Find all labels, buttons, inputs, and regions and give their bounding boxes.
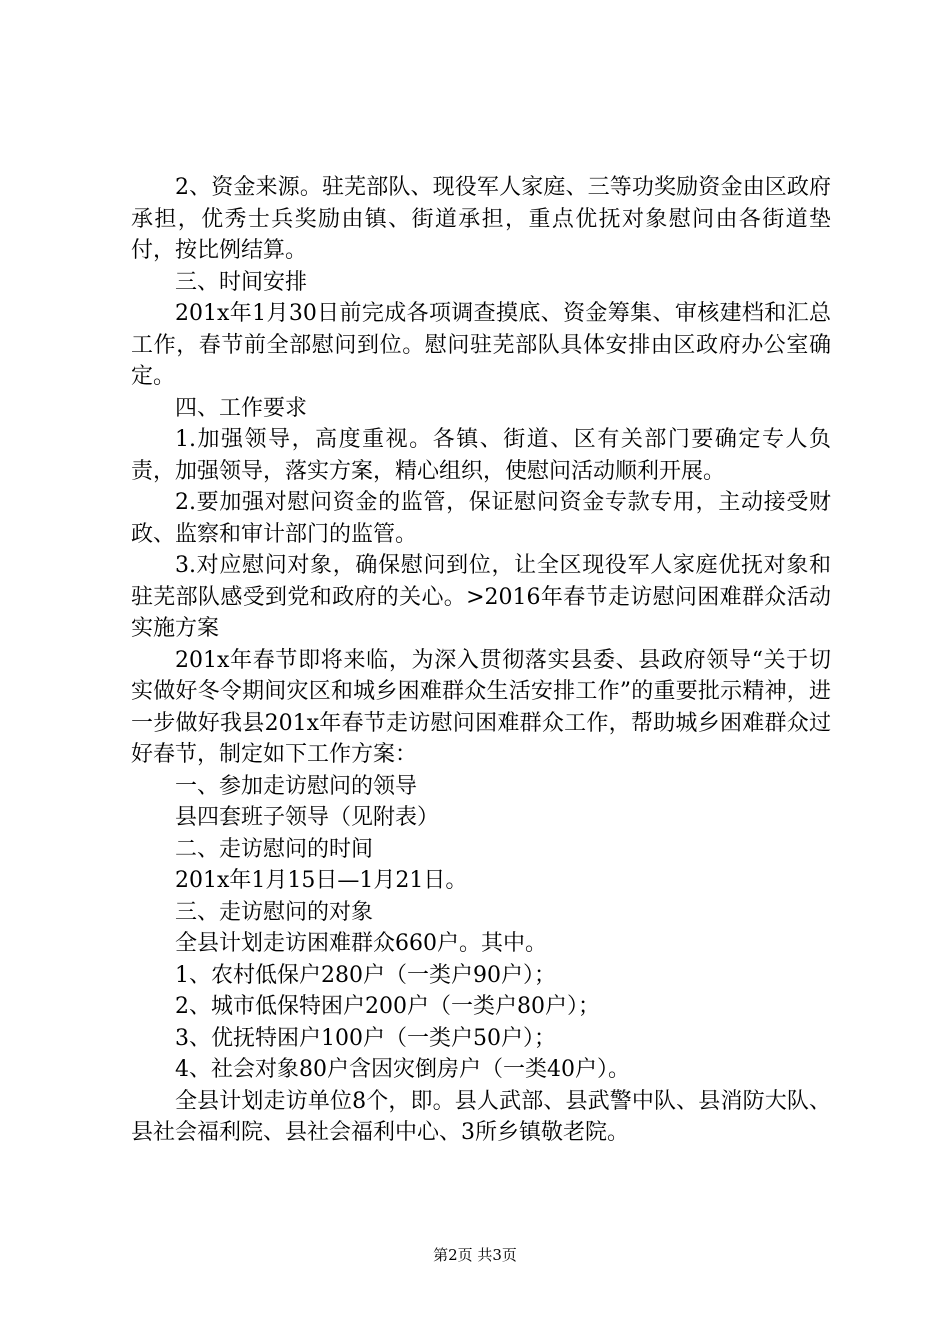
paragraph-plan-intro: 201x年春节即将来临，为深入贯彻落实县委、县政府领导“关于切实做好冬令期间灾区和城乡困难群众生活安排工作”的重要批示精神，进一步做好我县201x年春节走访慰问困难群众工作，帮助城乡困难群众过好春节，制定如下工作方案： [131,647,831,767]
heading-visit-time: 二、走访慰问的时间 [175,836,374,862]
paragraph-requirement-3: 3.对应慰问对象，确保慰问到位，让全区现役军人家庭优抚对象和驻芜部队感受到党和政府的关心。>2016年春节走访慰问困难群众活动实施方案 [131,553,831,641]
paragraph-requirement-2: 2.要加强对慰问资金的监管，保证慰问资金专款专用，主动接受财政、监察和审计部门的监管。 [131,490,831,547]
paragraph-funding-source: 2、资金来源。驻芜部队、现役军人家庭、三等功奖励资金由区政府承担，优秀士兵奖励由镇、街道承担，重点优抚对象慰问由各街道垫付，按比例结算。 [131,175,831,263]
list-item-urban-low-income: 2、城市低保特困户200户（一类户80户）； [175,994,600,1019]
paragraph-visit-units: 全县计划走访单位8个，即。县人武部、县武警中队、县消防大队、县社会福利院、县社会福利中心、3所乡镇敬老院。 [131,1088,831,1145]
paragraph-visit-dates: 201x年1月15日—1月21日。 [175,868,468,893]
paragraph-target-total: 全县计划走访困难群众660户。其中。 [175,931,547,956]
heading-participating-leaders: 一、参加走访慰问的领导 [175,773,418,799]
list-item-rural-low-income: 1、农村低保户280户（一类户90户）； [175,962,556,988]
heading-work-requirements: 四、工作要求 [175,395,308,421]
paragraph-leaders: 县四套班子领导（见附表） [175,805,440,830]
page-number-footer: 第2页 共3页 [433,1246,517,1264]
heading-time-arrangement: 三、时间安排 [175,269,308,295]
document-body [131,172,831,1149]
list-item-special-hardship: 3、优抚特困户100户（一类户50户）； [175,1025,556,1051]
paragraph-time-schedule: 201x年1月30日前完成各项调查摸底、资金筹集、审核建档和汇总工作，春节前全部慰问到位。慰问驻芜部队具体安排由区政府办公室确定。 [131,301,831,389]
list-item-social-targets: 4、社会对象80户含因灾倒房户（一类40户）。 [175,1057,630,1082]
heading-visit-targets: 三、走访慰问的对象 [175,899,374,925]
paragraph-requirement-1: 1.加强领导，高度重视。各镇、街道、区有关部门要确定专人负责，加强领导，落实方案，精心组织，使慰问活动顺利开展。 [131,427,831,484]
